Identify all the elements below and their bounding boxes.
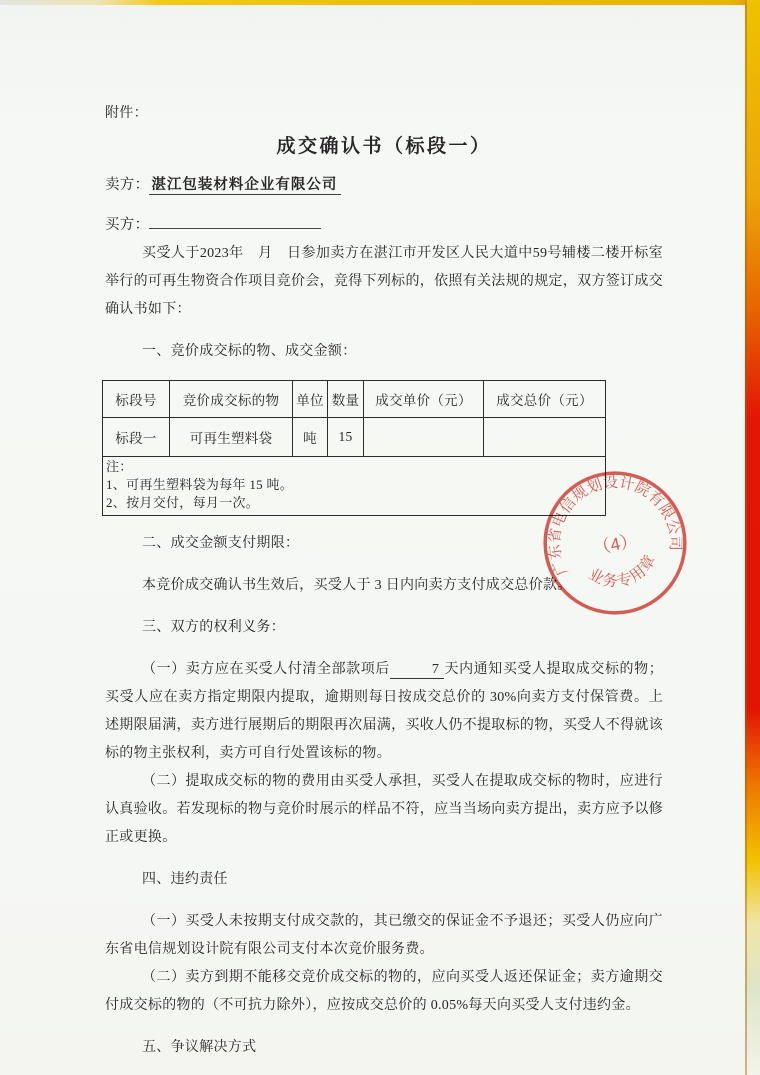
cell-total-price <box>484 418 606 457</box>
buyer-label: 买方： <box>105 217 150 233</box>
section4-heading: 四、违约责任 <box>142 872 228 887</box>
note-item-2: 2、按月交付，每月一次。 <box>106 495 260 510</box>
col-header-total-price: 成交总价（元） <box>484 381 606 418</box>
col-header-unit-price: 成交单价（元） <box>364 381 484 418</box>
col-header-lot: 标段号 <box>103 381 170 418</box>
cell-qty: 15 <box>328 418 364 457</box>
section3-item2: （二）提取成交标的物的费用由买受人承担，买受人在提取成交标的物时，应进行认真验收。若发现标的物与竞价时展示的样品不符，应当当场向卖方提出，卖方应予以修正或更换。 <box>105 774 663 845</box>
section1-heading: 一、竞价成交标的物、成交金额： <box>142 344 357 359</box>
section3-item1-post: 天内通知买受人提取成交标的物；买受人应在卖方指定期限内提取，逾期则每日按成交总价的 30%向卖方支付保管费。上述期限届满，卖方进行展期后的期限再次届满，买收人仍不提取标的物，买受人不得就该标的物主张权利，卖方可自行处置该标的物。 <box>105 662 663 761</box>
deal-table <box>102 380 606 516</box>
col-header-item: 竞价成交标的物 <box>170 381 293 418</box>
folder-edge-right <box>745 0 760 1075</box>
seller-name: 湛江包装材料企业有限公司 <box>149 177 341 195</box>
page-title: 成交确认书（标段一） <box>276 136 492 157</box>
seller-label: 卖方： <box>105 177 150 193</box>
section4-item2: （二）卖方到期不能移交竞价成交标的物的，应向买受人返还保证金；卖方逾期交付成交标的物的（不可抗力除外），应按成交总价的 0.05%每天向买受人支付违约金。 <box>105 970 663 1013</box>
section5-heading: 五、争议解决方式 <box>142 1040 257 1055</box>
table-note-cell <box>103 457 606 516</box>
table-header-row <box>103 381 606 418</box>
cell-item: 可再生塑料袋 <box>170 418 293 457</box>
section2-heading: 二、成交金额支付期限： <box>142 536 300 551</box>
section3-heading: 三、双方的权利义务： <box>142 620 285 635</box>
intro-paragraph: 买受人于2023年 月 日参加卖方在湛江市开发区人民大道中59号辅楼二楼开标室举行的可再生物资合作项目竞价会，竞得下列标的，依照有关法规的规定，双方签订成交确认书如下： <box>105 246 663 317</box>
table-note-row <box>103 457 606 516</box>
buyer-blank-underline <box>149 214 321 229</box>
attachment-label: 附件： <box>105 106 148 121</box>
cell-lot: 标段一 <box>103 418 170 457</box>
col-header-qty: 数量 <box>328 381 364 418</box>
seller-line <box>105 170 663 200</box>
seal-company-name: 广东省电信规划设计院有限公司 <box>546 474 684 579</box>
seal-caption: 业务专用章 <box>585 551 660 591</box>
buyer-line <box>105 210 663 240</box>
section3-item1-pre: （一）卖方应在买受人付清全部款项后 <box>142 662 390 677</box>
cell-unit-price <box>364 418 484 457</box>
table-row <box>103 418 606 457</box>
section2-body: 本竞价成交确认书生效后，买受人于 3 日内向卖方支付成交总价款。 <box>142 578 572 593</box>
note-title: 注： <box>106 459 133 474</box>
col-header-unit: 单位 <box>293 381 328 418</box>
seal-number: （4） <box>591 529 640 559</box>
section4-item1: （一）买受人未按期支付成交款的，其已缴交的保证金不予退还；买受人仍应向广东省电信规划设计院有限公司支付本次竞价服务费。 <box>105 914 663 957</box>
cell-unit: 吨 <box>293 418 328 457</box>
pickup-days-value: 7 <box>390 662 444 679</box>
folder-edge-top <box>0 0 760 5</box>
note-item-1: 1、可再生塑料袋为每年 15 吨。 <box>106 477 294 492</box>
section3-item1 <box>105 656 663 768</box>
